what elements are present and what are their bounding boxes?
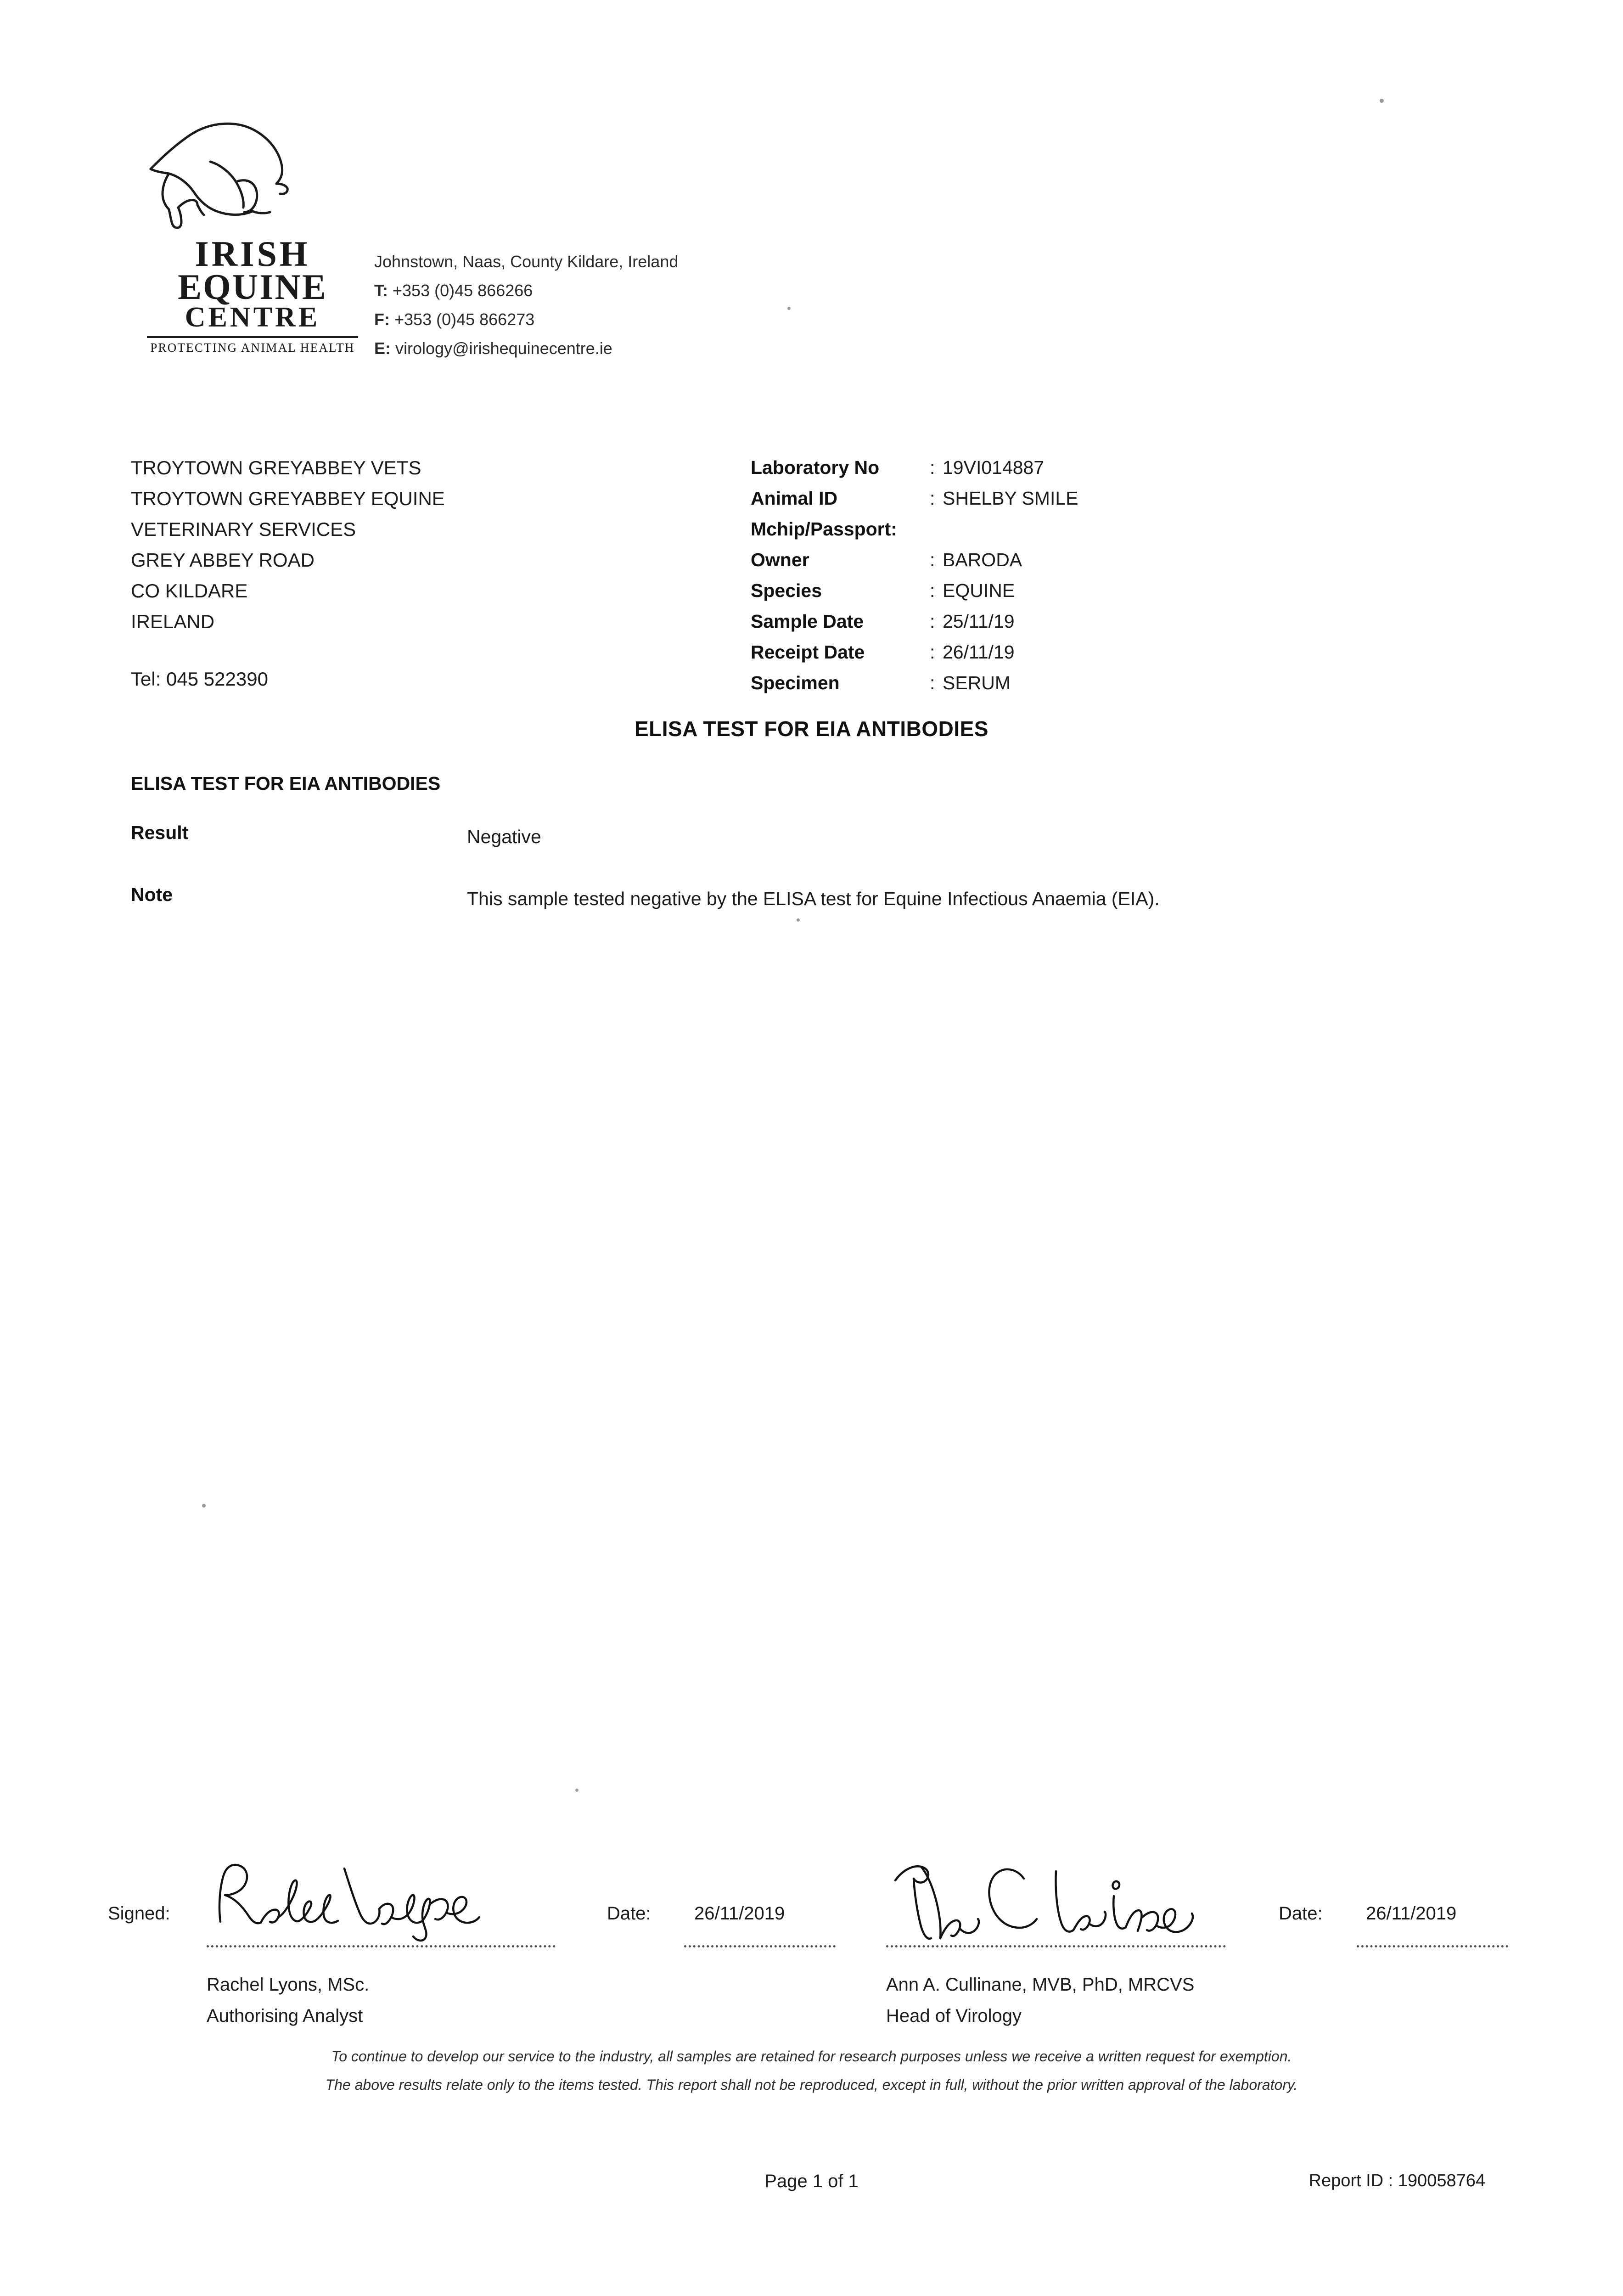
detail-colon: : bbox=[930, 488, 935, 509]
detail-colon: : bbox=[930, 457, 935, 478]
fax-prefix: F: bbox=[374, 310, 390, 329]
date-value-right: 26/11/2019 bbox=[1366, 1903, 1457, 1924]
logo-word-irish: IRISH bbox=[195, 234, 310, 274]
note-label: Note bbox=[131, 884, 173, 905]
contact-address-line: Johnstown, Naas, County Kildare, Ireland bbox=[374, 252, 679, 271]
detail-label: Species bbox=[751, 580, 822, 601]
date-value-left: 26/11/2019 bbox=[694, 1903, 785, 1924]
letterhead bbox=[138, 115, 826, 413]
client-address-line: TROYTOWN GREYABBEY VETS bbox=[131, 457, 421, 478]
client-address bbox=[131, 452, 445, 637]
telephone-value: +353 (0)45 866266 bbox=[393, 281, 533, 300]
scan-speckle bbox=[787, 307, 791, 310]
sample-details-table bbox=[751, 452, 1256, 698]
page-number: Page 1 of 1 bbox=[764, 2171, 859, 2191]
detail-value: 25/11/19 bbox=[943, 611, 1015, 632]
scan-speckle bbox=[797, 918, 800, 922]
detail-row-owner bbox=[751, 545, 1256, 575]
signature-rachel-lyons bbox=[207, 1853, 537, 1945]
signatory-role-right: Head of Virology bbox=[886, 2006, 1022, 2026]
logo-word-centre: CENTRE bbox=[185, 302, 320, 333]
contact-email-line bbox=[374, 334, 678, 363]
signature-line-right bbox=[886, 1945, 1226, 1947]
client-address-line: IRELAND bbox=[131, 611, 215, 632]
date-line-right bbox=[1357, 1945, 1508, 1947]
telephone-prefix: T: bbox=[374, 281, 388, 300]
detail-label: Owner bbox=[751, 549, 809, 570]
note-value: This sample tested negative by the ELISA test for Equine Infectious Anaemia (EIA). bbox=[467, 888, 1160, 909]
client-address-line: GREY ABBEY ROAD bbox=[131, 549, 314, 571]
detail-colon bbox=[930, 514, 943, 545]
email-value: virology@irishequinecentre.ie bbox=[395, 339, 612, 358]
date-label-right: Date: bbox=[1279, 1903, 1323, 1924]
detail-label: Animal ID bbox=[751, 488, 838, 509]
scan-speckle bbox=[202, 1504, 206, 1508]
fax-value: +353 (0)45 866273 bbox=[394, 310, 535, 329]
date-line-left bbox=[684, 1945, 836, 1947]
detail-row-specimen bbox=[751, 668, 1256, 698]
detail-colon: : bbox=[930, 580, 935, 601]
detail-label: Receipt Date bbox=[751, 642, 865, 663]
contact-telephone-line bbox=[374, 276, 678, 305]
logo-tagline: PROTECTING ANIMAL HEALTH bbox=[150, 341, 355, 355]
detail-value: 26/11/19 bbox=[943, 642, 1015, 663]
detail-row-receipt-date bbox=[751, 637, 1256, 668]
scan-speckle bbox=[1380, 99, 1384, 103]
detail-label: Mchip/Passport: bbox=[751, 518, 897, 540]
signature-line-left bbox=[207, 1945, 556, 1947]
detail-value: SERUM bbox=[943, 672, 1011, 693]
detail-row-species bbox=[751, 575, 1256, 606]
detail-value: EQUINE bbox=[943, 580, 1015, 601]
signed-label: Signed: bbox=[108, 1903, 170, 1924]
logo-divider bbox=[147, 336, 358, 338]
signatory-role-left: Authorising Analyst bbox=[207, 2006, 363, 2026]
detail-value: BARODA bbox=[943, 549, 1022, 570]
client-address-line: TROYTOWN GREYABBEY EQUINE bbox=[131, 488, 445, 509]
report-id: Report ID : 190058764 bbox=[1309, 2171, 1485, 2190]
detail-label: Laboratory No bbox=[751, 457, 880, 478]
detail-colon: : bbox=[930, 672, 935, 693]
irish-equine-centre-logo bbox=[138, 115, 367, 355]
signatory-name-left: Rachel Lyons, MSc. bbox=[207, 1975, 370, 1995]
horse-logo-icon bbox=[142, 115, 335, 234]
detail-label: Sample Date bbox=[751, 611, 864, 632]
detail-value: SHELBY SMILE bbox=[943, 488, 1078, 509]
detail-colon: : bbox=[930, 549, 935, 570]
detail-colon: : bbox=[930, 611, 935, 632]
detail-row-laboratory-no bbox=[751, 452, 1256, 483]
detail-value: 19VI014887 bbox=[943, 457, 1045, 478]
contact-fax-line bbox=[374, 305, 678, 334]
result-label: Result bbox=[131, 822, 189, 843]
date-label-left: Date: bbox=[607, 1903, 651, 1924]
signature-ann-cullinane bbox=[886, 1853, 1235, 1945]
detail-row-animal-id bbox=[751, 483, 1256, 514]
disclaimer-line-2: The above results relate only to the items tested. This report shall not be reproduced, except in full, without the prior written approval of the laboratory. bbox=[325, 2077, 1298, 2093]
client-telephone: Tel: 045 522390 bbox=[131, 668, 268, 690]
logo-word-equine: EQUINE bbox=[178, 267, 327, 307]
disclaimer-line-1: To continue to develop our service to the industry, all samples are retained for research purposes unless we receive a written request for exemption. bbox=[331, 2048, 1292, 2065]
detail-row-mchip-passport bbox=[751, 514, 1256, 545]
detail-colon: : bbox=[930, 642, 935, 663]
scan-speckle bbox=[575, 1789, 578, 1792]
email-prefix: E: bbox=[374, 339, 391, 358]
client-address-line: VETERINARY SERVICES bbox=[131, 518, 356, 540]
test-section-heading: ELISA TEST FOR EIA ANTIBODIES bbox=[131, 773, 441, 794]
result-value: Negative bbox=[467, 826, 541, 847]
detail-row-sample-date bbox=[751, 606, 1256, 637]
contact-details bbox=[374, 247, 678, 363]
client-address-line: CO KILDARE bbox=[131, 580, 248, 602]
signatory-name-right: Ann A. Cullinane, MVB, PhD, MRCVS bbox=[886, 1975, 1195, 1995]
report-title: ELISA TEST FOR EIA ANTIBODIES bbox=[635, 717, 988, 741]
detail-label: Specimen bbox=[751, 672, 840, 693]
